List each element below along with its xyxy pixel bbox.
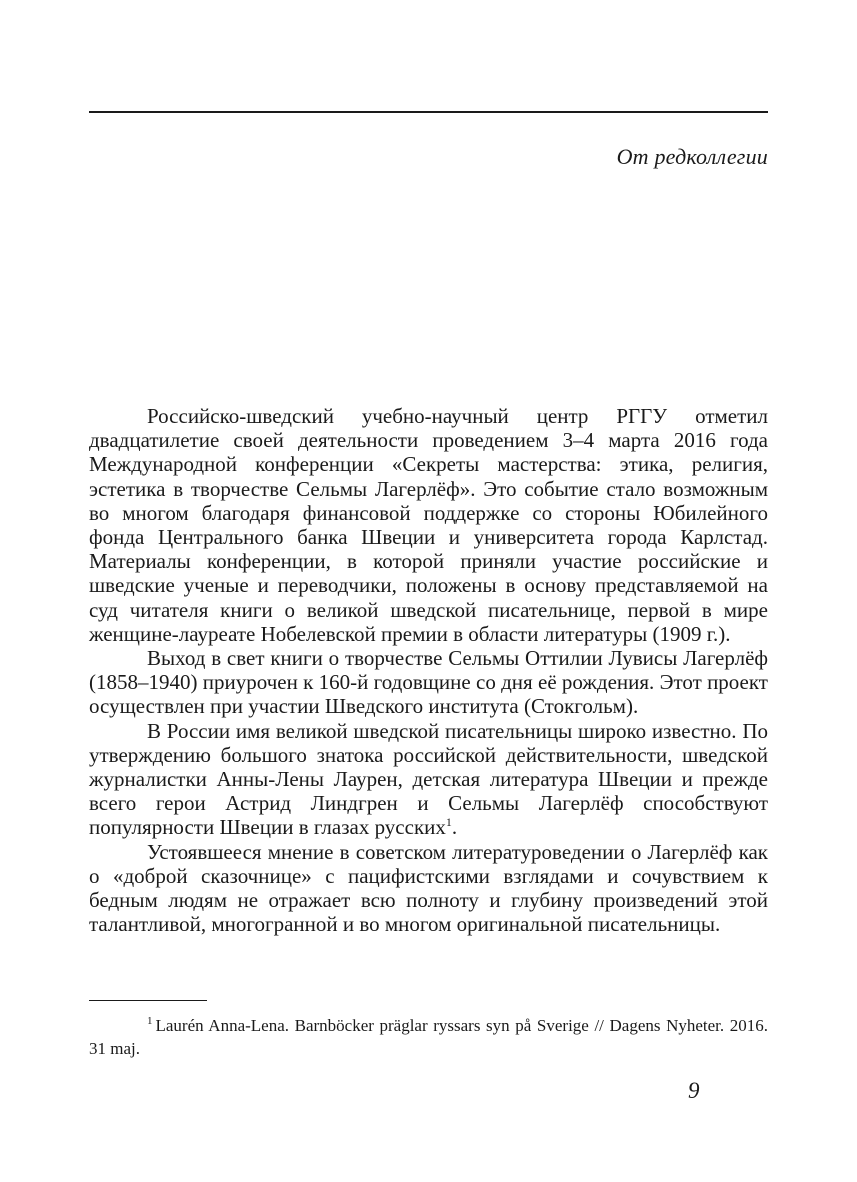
paragraph-2: Выход в свет книги о творчестве Сельмы Оттилии Лувисы Лагерлёф (1858–1940) приурочен к 160-й годовщине со дня её рождения. Этот проект осуществлен при участии Шведского института (Стокгольм). (89, 646, 768, 719)
paragraph-1: Российско-шведский учебно-научный центр РГГУ отметил двадцатилетие своей деятельности проведением 3–4 марта 2016 года Международной конференции «Секреты мастерства: этика, религия, эстетика в творчестве Сельмы Лагерлёф». Это событие стало возможным во многом благодаря финансовой поддержке со стороны Юбилейного фонда Центрального банка Швеции и университета города Карлстад. Материалы конференции, в которой приняли участие российские и шведские ученые и переводчики, положены в основу представляемой на суд читателя книги о великой шведской писательнице, первой в мире женщине-лауреате Нобелевской премии в области литературы (1909 г.). (89, 404, 768, 646)
footnote (89, 1014, 768, 1060)
footnote-reference: 1 (445, 815, 452, 830)
body-text (89, 404, 768, 936)
section-title: От редколлегии (616, 144, 768, 169)
paragraph-4: Устоявшееся мнение в советском литературоведении о Лагерлёф как о «доброй сказочнице» с пацифистскими взглядами и сочувствием к бедным людям не отражает всю полноту и глубину произведений этой талантливой, многогранной и во многом оригинальной писательницы. (89, 839, 768, 937)
paragraph-3-text: В России имя великой шведской писательницы широко известно. По утверждению большого знатока российской действительности, шведской журналистки Анны-Лены Лаурен, детская литература Швеции и прежде всего герои Астрид Линдгрен и Сельмы Лагерлёф способствуют популярности Швеции в глазах русских (89, 718, 768, 840)
footnote-rule (89, 1000, 207, 1001)
footnote-marker: 1 (147, 1015, 153, 1028)
footnote-text: Laurén Anna-Lena. Barnböcker präglar ryssars syn på Sverige // Dagens Nyheter. 2016. 31 maj. (89, 1016, 768, 1058)
header-rule (89, 111, 768, 113)
paragraph-3: В России имя великой шведской писательницы широко известно. По утверждению большого знатока российской действительности, шведской журналистки Анны-Лены Лаурен, детская литература Швеции и прежде всего герои Астрид Линдгрен и Сельмы Лагерлёф способствуют популярности Швеции в глазах русских$^1$. (89, 718, 768, 840)
page-number: 9 (688, 1078, 700, 1103)
